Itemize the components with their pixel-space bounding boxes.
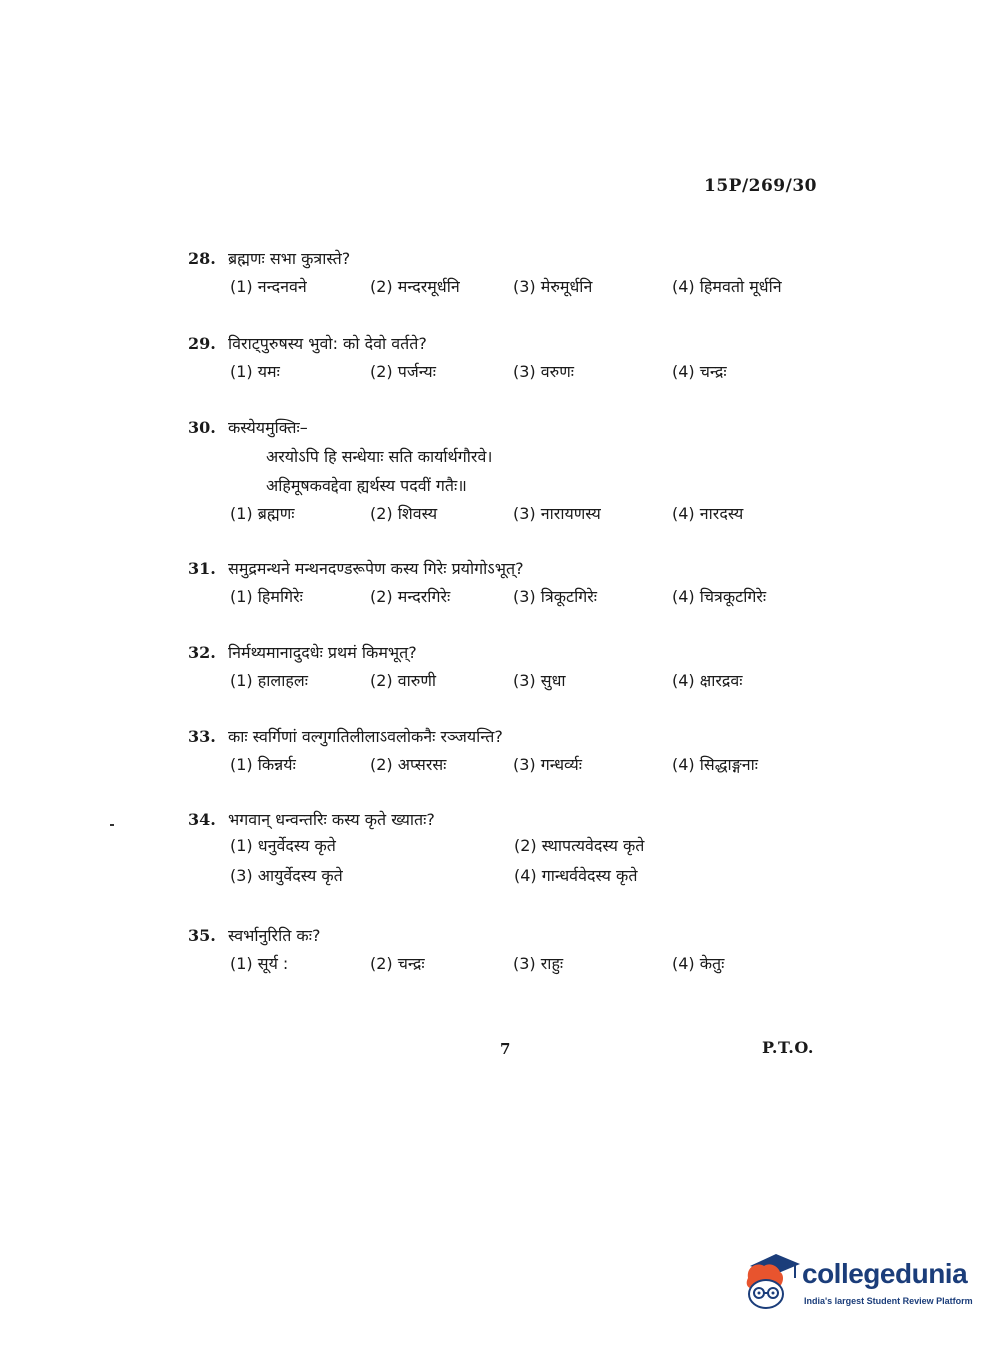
logo-tagline: India's largest Student Review Platform [804, 1296, 973, 1306]
pto-label: P.T.O. [762, 1038, 814, 1057]
option-4: (4) नारदस्य [672, 504, 744, 523]
option-3: (3) नारायणस्य [513, 504, 601, 523]
question-text: ब्रह्मणः सभा कुत्रास्ते? [228, 249, 351, 268]
option-4: (4) केतुः [672, 954, 725, 973]
option-1: (1) हिमगिरेः [230, 587, 303, 606]
question-number: 28. [188, 249, 216, 268]
option-4: (4) हिमवतो मूर्धनि [672, 277, 782, 296]
question-31 [188, 557, 828, 615]
option-4: (4) गान्धर्ववेदस्य कृते [514, 866, 638, 885]
option-2: (2) अप्सरसः [370, 755, 447, 774]
question-32 [188, 641, 828, 699]
paper-code: 15P/269/30 [704, 176, 818, 196]
question-number: 32. [188, 643, 216, 662]
question-number: 30. [188, 418, 216, 437]
option-2: (2) शिवस्य [370, 504, 438, 523]
option-4: (4) क्षारद्रवः [672, 671, 743, 690]
question-number: 35. [188, 926, 216, 945]
option-3: (3) आयुर्वेदस्य कृते [230, 866, 343, 885]
question-number: 33. [188, 727, 216, 746]
question-30 [188, 416, 828, 532]
collegedunia-logo [742, 1248, 972, 1318]
mascot-icon [742, 1248, 802, 1312]
question-29 [188, 332, 828, 390]
question-28 [188, 247, 828, 305]
option-3: (3) त्रिकूटगिरेः [513, 587, 598, 606]
question-number: 29. [188, 334, 216, 353]
option-1: (1) नन्दनवने [230, 277, 307, 296]
question-text: कस्येयमुक्तिः– [228, 418, 308, 437]
option-2: (2) मन्दरगिरेः [370, 587, 451, 606]
option-1: (1) हालाहलः [230, 671, 308, 690]
option-4: (4) सिद्धाङ्गनाः [672, 755, 759, 774]
option-1: (1) धनुर्वेदस्य कृते [230, 836, 336, 855]
verse-line-2: अहिमूषकवद्देवा ह्यर्थस्य पदवीं गतैः॥ [266, 476, 467, 495]
option-3: (3) गन्धर्व्यः [513, 755, 583, 774]
question-text: स्वर्भानुरिति कः? [228, 926, 321, 945]
option-2: (2) वारुणी [370, 671, 437, 690]
option-1: (1) ब्रह्मणः [230, 504, 295, 523]
page-number: 7 [500, 1040, 511, 1058]
question-text: काः स्वर्गिणां वल्गुगतिलीलाऽवलोकनैः रञ्जयन्ति? [228, 727, 503, 746]
question-text: विराट्पुरुषस्य भुवो: को देवो वर्तते? [228, 334, 427, 353]
option-2: (2) स्थापत्यवेदस्य कृते [514, 836, 645, 855]
option-4: (4) चित्रकूटगिरेः [672, 587, 767, 606]
option-2: (2) चन्द्रः [370, 954, 425, 973]
option-3: (3) मेरुमूर्धनि [513, 277, 593, 296]
option-3: (3) वरुणः [513, 362, 575, 381]
question-33 [188, 725, 828, 783]
margin-mark [110, 824, 114, 826]
question-35 [188, 924, 828, 982]
logo-wordmark: collegedunia [802, 1258, 968, 1289]
option-3: (3) राहुः [513, 954, 564, 973]
question-text: निर्मथ्यमानादुदधेः प्रथमं किमभूत्? [228, 643, 417, 662]
option-1: (1) सूर्य : [230, 954, 289, 973]
option-2: (2) पर्जन्यः [370, 362, 436, 381]
question-number: 34. [188, 810, 216, 829]
option-4: (4) चन्द्रः [672, 362, 727, 381]
question-text: समुद्रमन्थने मन्थनदण्डरूपेण कस्य गिरेः प्रयोगोऽभूत्? [228, 559, 524, 578]
question-34 [188, 808, 828, 894]
option-1: (1) किन्नर्यः [230, 755, 296, 774]
option-1: (1) यमः [230, 362, 280, 381]
question-number: 31. [188, 559, 216, 578]
question-text: भगवान् धन्वन्तरिः कस्य कृते ख्यातः? [228, 810, 435, 829]
option-3: (3) सुधा [513, 671, 566, 690]
option-2: (2) मन्दरमूर्धनि [370, 277, 460, 296]
verse-line-1: अरयोऽपि हि सन्धेयाः सति कार्यार्थगौरवे। [266, 447, 493, 466]
